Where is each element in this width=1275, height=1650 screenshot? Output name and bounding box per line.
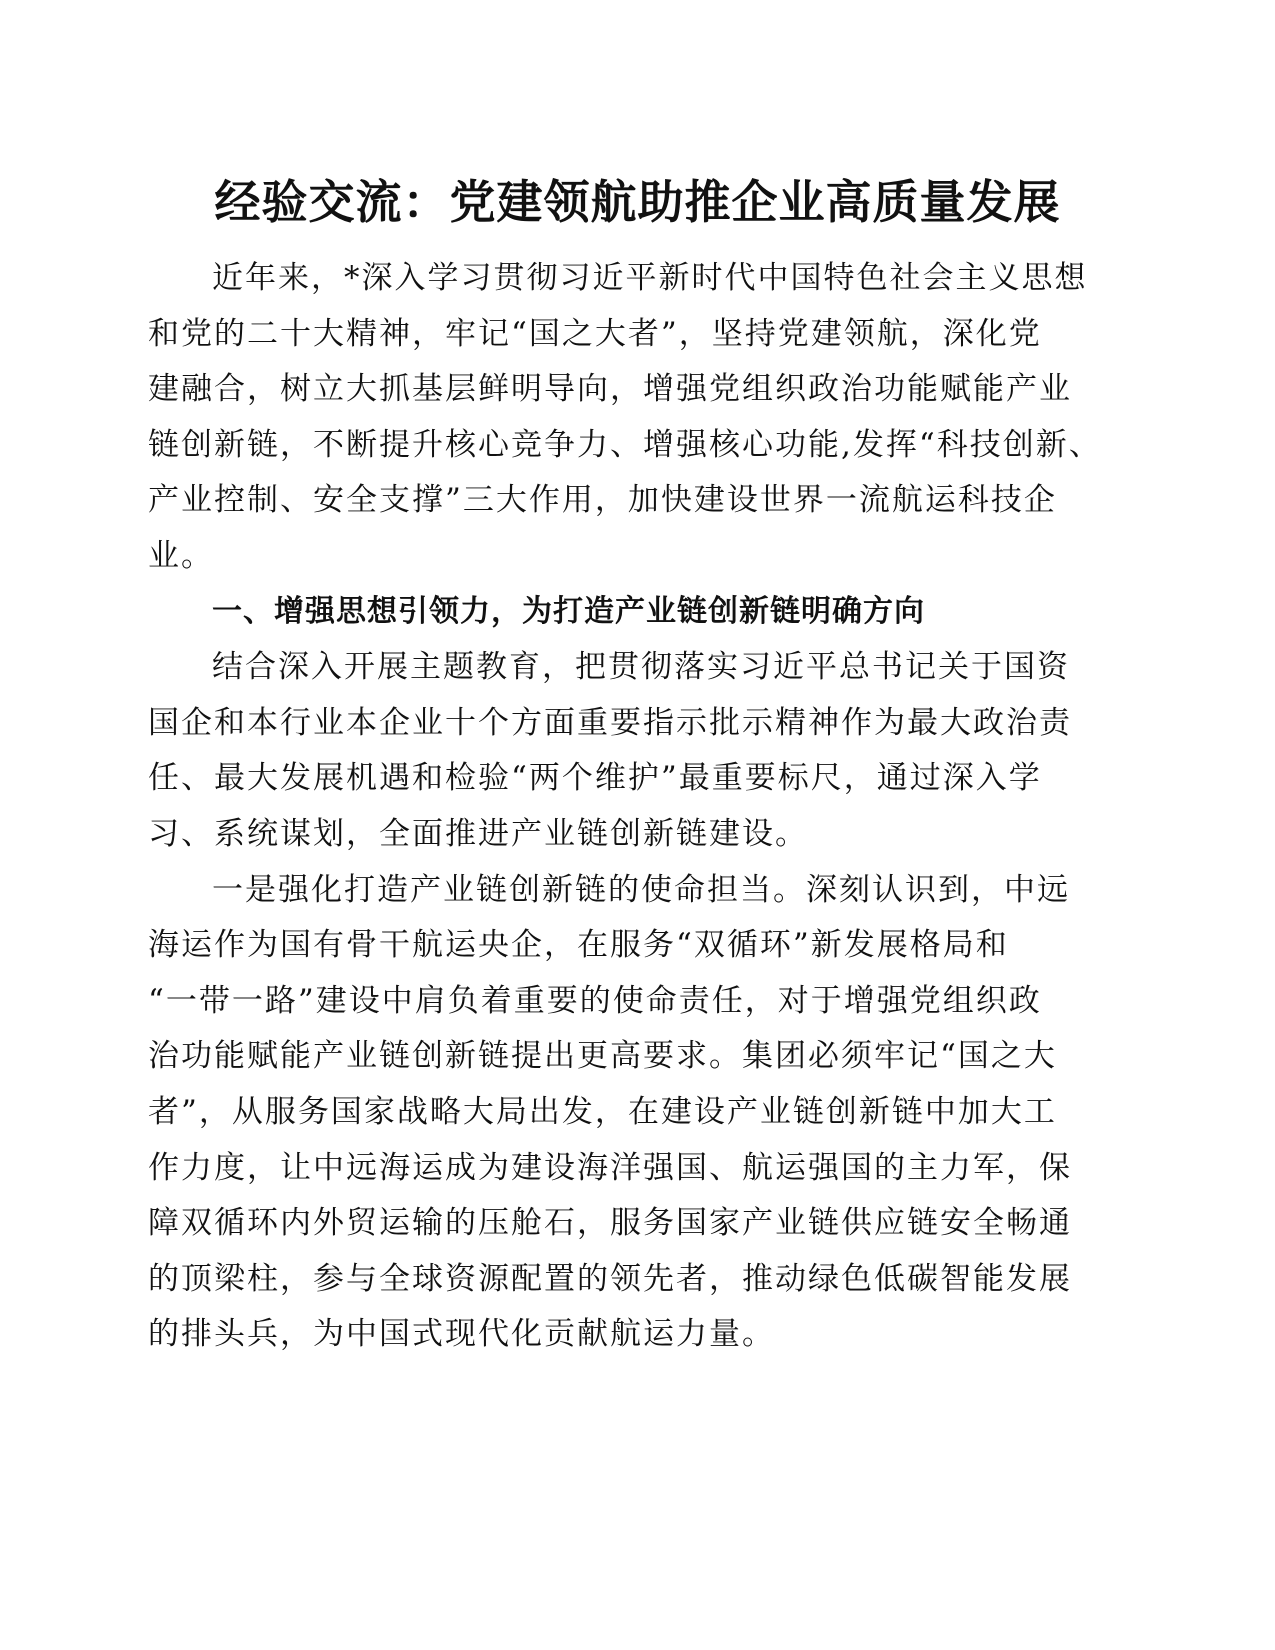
body-text-line: 一是强化打造产业链创新链的使命担当。深刻认识到，中远 [212,871,1070,908]
body-text-line: 者”，从服务国家战略大局出发，在建设产业链创新链中加大工 [148,1094,1057,1130]
body-text-line: 和党的二十大精神，牢记“国之大者”，坚持党建领航，深化党 [148,315,1042,352]
body-text-line: 业。 [148,538,214,574]
body-text-line: 海运作为国有骨干航运央企，在服务“双循环”新发展格局和 [148,927,1009,964]
body-text-line: 链创新链，不断提升核心竞争力、增强核心功能,发挥“科技创新、 [148,426,1102,463]
body-text-line: “一带一路”建设中肩负着重要的使命责任，对于增强党组织政 [148,982,1042,1019]
body-text-line: 障双循环内外贸运输的压舱石，服务国家产业链供应链安全畅通 [148,1205,1072,1242]
body-text-line: 的顶梁柱，参与全球资源配置的领先者，推动绿色低碳智能发展 [148,1260,1072,1297]
body-text-line: 结合深入开展主题教育，把贯彻落实习近平总书记关于国资 [212,649,1070,686]
body-text-line: 作力度，让中远海运成为建设海洋强国、航运强国的主力军，保 [148,1149,1072,1186]
body-text-line: 产业控制、安全支撑”三大作用，加快建设世界一流航运科技企 [148,482,1057,519]
document-title: 经验交流：党建领航助推企业高质量发展 [214,175,1061,229]
body-text-line: 习、系统谋划，全面推进产业链创新链建设。 [148,816,808,852]
section-heading: 一、增强思想引领力，为打造产业链创新链明确方向 [212,593,925,629]
body-text-line: 的排头兵，为中国式现代化贡献航运力量。 [148,1316,775,1353]
body-text-line: 任、最大发展机遇和检验“两个维护”最重要标尺，通过深入学 [148,760,1042,797]
body-text-line: 国企和本行业本企业十个方面重要指示批示精神作为最大政治责 [148,704,1072,741]
body-text-line: 治功能赋能产业链创新链提出更高要求。集团必须牢记“国之大 [148,1038,1057,1075]
body-text-line: 近年来，*深入学习贯彻习近平新时代中国特色社会主义思想 [212,260,1088,296]
body-text-line: 建融合，树立大抓基层鲜明导向，增强党组织政治功能赋能产业 [148,371,1072,408]
